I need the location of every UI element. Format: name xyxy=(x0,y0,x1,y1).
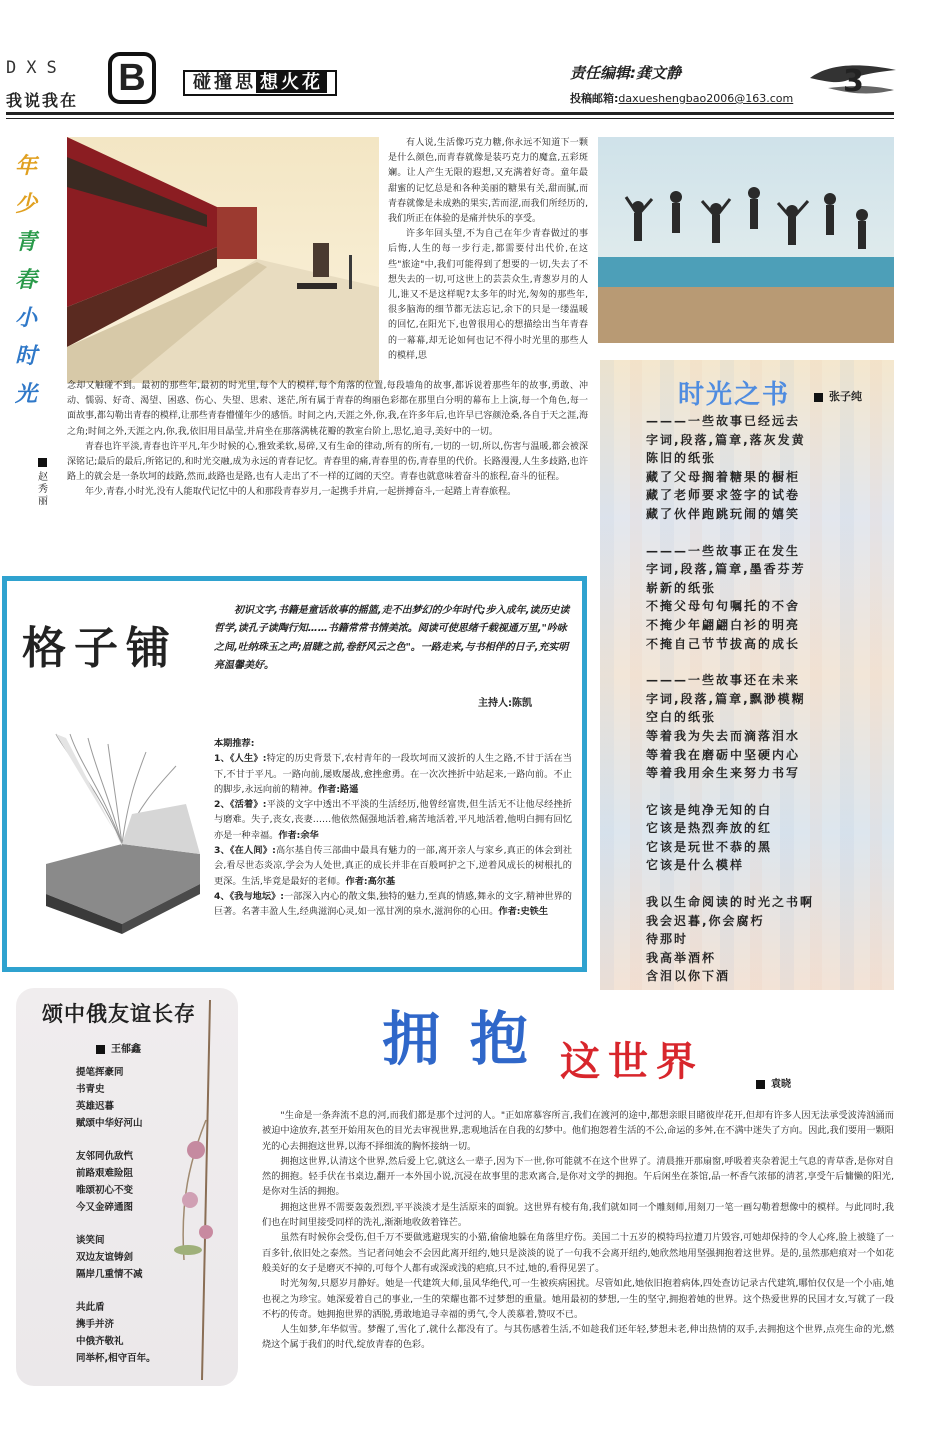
section-letter: B xyxy=(108,52,156,104)
header-dxs: DXS xyxy=(6,58,67,78)
embrace-paragraph: "生命是一条奔流不息的河,而我们都是那个过河的人。"正如席慕容所言,我们在渡河的途中,都想亲眼目睹彼岸花开,但却有许多人因无法承受波涛汹涌而被迫中途放弃,甚至开始用灰色的目光去审视世界,悲观地活在自我的幻梦中。他们抱怨着生活的不公,命运的多舛,在不满中迷失了方向。因此,我们要用一颗阳光的心去拥抱这世界,以海不择细流的胸怀接纳一切。 xyxy=(262,1110,894,1152)
poem-line: ———一些故事正在发生 xyxy=(646,543,801,558)
rec-body: 一部深入内心的散文集,独特的魅力,至真的情感,舞永的文字,精神世界的巨著。名著丰盈人生,经典滋润心灵,如一泓甘冽的泉水,滋润你的心田。 xyxy=(214,890,572,918)
bookshop-intro: 初识文字,书籍是童话故事的摇篮,走不出梦幻的少年时代;步入成年,读历史读哲学,读孔子读陶行知……书籍常常书情美浓。阅读可使思绪千载视通万里,"吟咏之间,吐纳珠玉之声;眉睫之前,卷舒风云之色"。一路走来,与书相伴的日子,充实明亮温馨美好。 xyxy=(214,605,570,672)
submission-email xyxy=(570,90,793,106)
friend-line: 今又金碎通图 xyxy=(76,1202,134,1213)
title-char: 少 xyxy=(14,192,37,217)
poem-line: 不掩自己节节拔高的成长 xyxy=(646,636,801,651)
page-number: 3 xyxy=(843,64,864,99)
poem-line: 它该是热烈奔放的红 xyxy=(646,821,773,836)
poem-line: 它该是纯净无知的白 xyxy=(646,802,773,817)
poem-line: 藏了父母搁着糖果的橱柜 xyxy=(646,469,801,484)
poem-line: 字词,段落,篇章,飘渺模糊 xyxy=(646,691,806,706)
rec-author: 作者:路遥 xyxy=(317,783,359,795)
header-slogan: 我说我在 xyxy=(6,91,79,110)
friendship-lines xyxy=(76,1064,206,1367)
embrace-title-a: 拥抱 xyxy=(382,1005,559,1073)
poem-author-name: 张子纯 xyxy=(829,390,862,403)
author-marker xyxy=(96,1045,105,1054)
rec-item xyxy=(214,797,572,843)
friend-line: 赋颂中华好河山 xyxy=(76,1118,143,1129)
author-marker xyxy=(814,393,823,402)
bookshop-host: 主持人:陈凯 xyxy=(478,698,532,709)
youth-column-text xyxy=(388,136,588,364)
stanza-gap xyxy=(76,1283,206,1299)
poem-line: 藏了老师要求签字的试卷 xyxy=(646,488,801,503)
poem-line: 藏了伙伴跑跳玩闹的嬉笑 xyxy=(646,506,801,521)
embrace-paragraph: 拥抱这世界,认清这个世界,然后爱上它,就这么一辈子,因为下一世,你可能就不在这个世界了。清晨推开那扇窗,呼吸着夹杂着泥土气息的青草香,是你对自然的拥抱。轻手伏在书桌边,翻开一本外国小说,沉浸在故事里的悲欢离合,是你对文学的拥抱。午后闲坐在茶馆,品一杯香气浓郁的清茗,享受午后慵懒的阳光,是你对生活的拥抱。 xyxy=(262,1155,894,1198)
youth-author xyxy=(38,458,52,508)
poem-lines xyxy=(646,412,886,986)
poem-line: 它该是玩世不恭的黑 xyxy=(646,839,773,854)
embrace-title-b: 这世界 xyxy=(560,1039,704,1085)
author-marker xyxy=(38,458,47,467)
editor-credit: 责任编辑:龚文静 xyxy=(570,64,681,82)
youth-paragraph: 有人说,生活像巧克力糖,你永远不知道下一颗是什么颜色,而青春就像是装巧克力的魔盒,五彩斑斓。让人产生无限的遐想,又充满着好奇。童年最甜蜜的记忆总是和各种美丽的糖果有关,甜而腻,而青春就像是未成熟的果实,苦而涩,而我们所经历的,我们所正在体验的是痛并快乐的享受。 xyxy=(388,138,588,225)
friendship-author-name: 王郁鑫 xyxy=(111,1044,141,1055)
embrace-paragraph: 虽然有时候你会受伤,但千万不要做逃避现实的小猫,偷偷地躲在角落里疗伤。美国二十五岁的模特玛拉遭刀片毁容,可她却保持的令人心疼,脸上被缝了一百多针,依旧处之泰然。当记者问她会不会因此离开纽约,她只是淡淡的说了一句我不会离开纽约,她欣然地用坚强拥抱着这世界。是的,虽然那疤痕对一个如花般美好的女子是磨灭不掉的,可每个人都有或深或浅的疤痕,只不过,她的,看得见罢了。 xyxy=(262,1232,894,1274)
youth-paragraph: 年少,青春,小时光,没有人能取代记忆中的人和那段青春岁月,一起携手并肩,一起拼搏奋斗,一起踏上青春旅程。 xyxy=(85,487,517,498)
poem-line: ———一些故事已经远去 xyxy=(646,414,801,428)
column-name-a: 碰撞思 xyxy=(193,72,256,93)
email-label: 投稿邮箱: xyxy=(570,92,619,105)
poem-line xyxy=(646,653,886,671)
poem-line: 不掩父母句句嘱托的不舍 xyxy=(646,599,801,614)
recommendations xyxy=(214,736,572,920)
friendship-title: 颂中俄友谊长存 xyxy=(42,1002,196,1026)
poem-line: 等着我在磨砺中坚硬内心 xyxy=(646,747,801,762)
rec-body: 特定的历史背景下,农村青年的一段坎坷而又波折的人生之路,不甘于活在当下,不甘于平凡。一路向前,屡败屡战,愈挫愈勇。在一次次挫折中站起来,一路向前。不止的脚步,永远向前的精神。 xyxy=(214,753,572,795)
friend-line: 中俄齐敬礼 xyxy=(76,1336,124,1347)
rec-body: 高尔基自传三部曲中最具有魅力的一部,离开亲人与家乡,真正的体会到社会,看尽世态炎凉,学会为人处世,真正的成长并非在百般呵护之下,逆着风成长的树根扎的更深。生活,毕竟是最好的老师。 xyxy=(214,845,573,887)
friend-line: 双边友谊铸剑 xyxy=(76,1252,134,1263)
poem-line: 等着我为失去而滴落泪水 xyxy=(646,728,801,743)
recs-heading: 本期推荐: xyxy=(214,738,255,749)
open-book-photo xyxy=(36,694,208,956)
youth-paragraph: 许多年回头望,不为自己在年少青春做过的事后悔,人生的每一步行走,都需要付出代价,在这些"旅途"中,我们可能得到了想要的一切,失去了不想失去的一切,可这世上的芸芸众生,青葱岁月的人儿,谁又不是这样呢?太多年的时光,匆匆的那些年,很多脑海的细节都无法忘记,余下的只是一缕温暖的回忆,在阳光下,也曾很用心的想描绘出当年青春的一幕幕,却无论如何也记不得小时光里的那些人的模样,思 xyxy=(388,229,588,361)
poem-line: 字词,段落,篇章,落灰发黄 xyxy=(646,432,806,447)
stanza-gap xyxy=(76,1216,206,1232)
train-station-photo xyxy=(67,137,379,383)
poem-line xyxy=(646,524,886,542)
poem-line: 含泪以你下酒 xyxy=(646,969,731,984)
rec-title: 4、《我与地坛》: xyxy=(214,890,284,902)
embrace-paragraph: 拥抱这世界不需要轰轰烈烈,平平淡淡才是生活原来的面貌。这世界有棱有角,我们就如同一个雕刻师,用刻刀一笔一画勾勒着想像中的模样。与此同时,我们也在时间里接受同样的洗礼,渐渐地收敛着锋芒。 xyxy=(262,1201,894,1229)
embrace-author-name: 袁晓 xyxy=(771,1079,791,1090)
poem-line: 我高举酒杯 xyxy=(646,950,717,965)
poem-line: 我会迟暮,你会腐朽 xyxy=(646,913,765,928)
rec-author: 作者:史铁生 xyxy=(498,906,549,918)
title-char: 小 xyxy=(14,306,37,331)
poem-line: 待那时 xyxy=(646,932,689,947)
rec-item xyxy=(214,889,572,920)
column-name xyxy=(183,70,337,96)
embrace-text xyxy=(262,1108,894,1353)
beach-jumping-photo xyxy=(598,137,894,343)
embrace-paragraph: 时光匆匆,只愿岁月静好。她是一代建筑大师,虽风华绝代,可一生被疾病困扰。尽管如此,她依旧抱着病体,四处查访记录古代建筑,哪怕仅仅是一个小庙,她也视之为珍宝。她深爱着自己的事业,一生的荣耀也都不过梦想的重量。她用最初的梦想,一生的坚守,拥抱着她的世界。这个热爱世界的民国才女,写就了一段不朽的传奇。她拥抱世界的洒脱,勇敢地追寻幸福的勇气,令人羡慕着,赞叹不已。 xyxy=(262,1278,894,1320)
header-rule xyxy=(6,112,894,115)
embrace-paragraph: 人生如梦,年华似雪。梦醒了,雪化了,就什么都没有了。与其伤感着生活,不如趁我们还年轻,梦想未老,伸出热情的双手,去拥抱这个世界,点亮生命的光,燃烧这个属于我们的时代,绽放青春的色彩。 xyxy=(262,1324,894,1351)
youth-paragraph: 念却又触碰不到。最初的那些年,最初的时光里,每个人的模样,每个角落的位置,每段墙角的故事,都诉说着那些年的故事,勇敢、冲动、懦弱、好奇、渴望、困惑、伤心、失望、思索、迷茫,所有属于青春的绚丽色彩都在那里白分明的幕布上上演,每一个角色,每一面故事,都勾勒出青春的模样,让那些青春懵懂年少的感悟。时间之内,天涯之外,你,我,在许多年后,也许早已容颜沧桑,各自于天之涯,海之角;时间之外,天涯之内,你,我,依旧用目晶莹,并肩坐在那落满桃花瓣的教室台阶上,思忆,追寻,美好中的一切。 xyxy=(67,381,588,437)
friend-line: 英雄迟暮 xyxy=(76,1101,115,1112)
friend-line: 提笔挥豪同 xyxy=(76,1067,124,1078)
rec-item xyxy=(214,843,572,889)
friend-line: 隔岸几重情不减 xyxy=(76,1269,143,1280)
poem-line: 字词,段落,篇章,墨香芬芳 xyxy=(646,562,806,577)
youth-vertical-title xyxy=(8,148,44,414)
rec-author: 作者:高尔基 xyxy=(345,875,396,887)
friend-line: 携手并济 xyxy=(76,1319,115,1330)
poem-title: 时光之书 xyxy=(678,380,791,410)
friend-line: 唯颂初心不变 xyxy=(76,1185,134,1196)
email-address[interactable]: daxueshengbao2006@163.com xyxy=(618,92,794,105)
youth-author-name: 赵秀丽 xyxy=(38,471,48,507)
youth-paragraph: 青春也许平淡,青春也许平凡,年少时候的心,雅致柔软,易碎,又有生命的律动,所有的所有,一切的一切,所以,伤害与温暖,都会被深深铭记;最后的最后,所铭记的,和时光交融,成为永远的青春记忆。青春里的痛,青春里的伤,青春里的代价。长路漫漫,人生多歧路,也许路上的就会是一条坎坷的歧路,然而,歧路也是路,也有人走出了不一样的辽阔的天空。青春也就意味着奋斗的旅程,奋斗的征程。 xyxy=(67,441,588,483)
title-char: 光 xyxy=(14,382,37,407)
stanza-gap xyxy=(76,1132,206,1148)
rec-author: 作者:余华 xyxy=(278,829,319,841)
friend-line: 谈笑间 xyxy=(76,1235,105,1246)
header-rule-thin xyxy=(6,118,894,119)
friend-line: 同举杯,相守百年。 xyxy=(76,1353,156,1364)
poem-line: 等着我用余生来努力书写 xyxy=(646,766,801,781)
poem-line: 不掩少年翩翩白衫的明亮 xyxy=(646,617,801,632)
friend-line: 书青史 xyxy=(76,1084,105,1095)
friend-line: 前路艰难险阻 xyxy=(76,1168,134,1179)
column-name-b: 想火花 xyxy=(256,72,327,93)
title-char: 年 xyxy=(14,154,37,179)
poem-line: 陈旧的纸张 xyxy=(646,451,717,466)
rec-title: 3、《在人间》: xyxy=(214,845,276,857)
friend-line: 友邻同仇敌忾 xyxy=(76,1151,134,1162)
poem-line: 空白的纸张 xyxy=(646,710,717,725)
poem-line: 崭新的纸张 xyxy=(646,580,717,595)
title-char: 春 xyxy=(14,268,37,293)
friend-line: 共此盾 xyxy=(76,1302,105,1313)
author-marker xyxy=(756,1080,765,1089)
poem-line xyxy=(646,783,886,801)
bookshop-title: 格子铺 xyxy=(22,623,178,674)
poem-line: 它该是什么模样 xyxy=(646,858,745,873)
poem-line: ———一些故事还在未来 xyxy=(646,673,801,688)
poem-author xyxy=(814,388,862,404)
title-char: 时 xyxy=(14,344,37,369)
rec-title: 2、《活着》: xyxy=(214,799,267,811)
friendship-author xyxy=(96,1040,141,1055)
embrace-author xyxy=(756,1075,791,1090)
youth-full-text xyxy=(67,379,588,501)
rec-item xyxy=(214,751,572,797)
title-char: 青 xyxy=(14,230,37,255)
poem-line: 我以生命阅读的时光之书啊 xyxy=(646,895,815,910)
poem-line xyxy=(646,875,886,893)
rec-title: 1、《人生》: xyxy=(214,753,267,765)
rec-body: 平淡的文字中透出不平淡的生活经历,他曾经富贵,但生活无不让他尽经挫折与磨难。失子,丧女,丧妻……他依然倔强地活着,痛苦地活着,平凡地活着,他明白拥有回忆亦是一种幸福。 xyxy=(214,799,572,841)
